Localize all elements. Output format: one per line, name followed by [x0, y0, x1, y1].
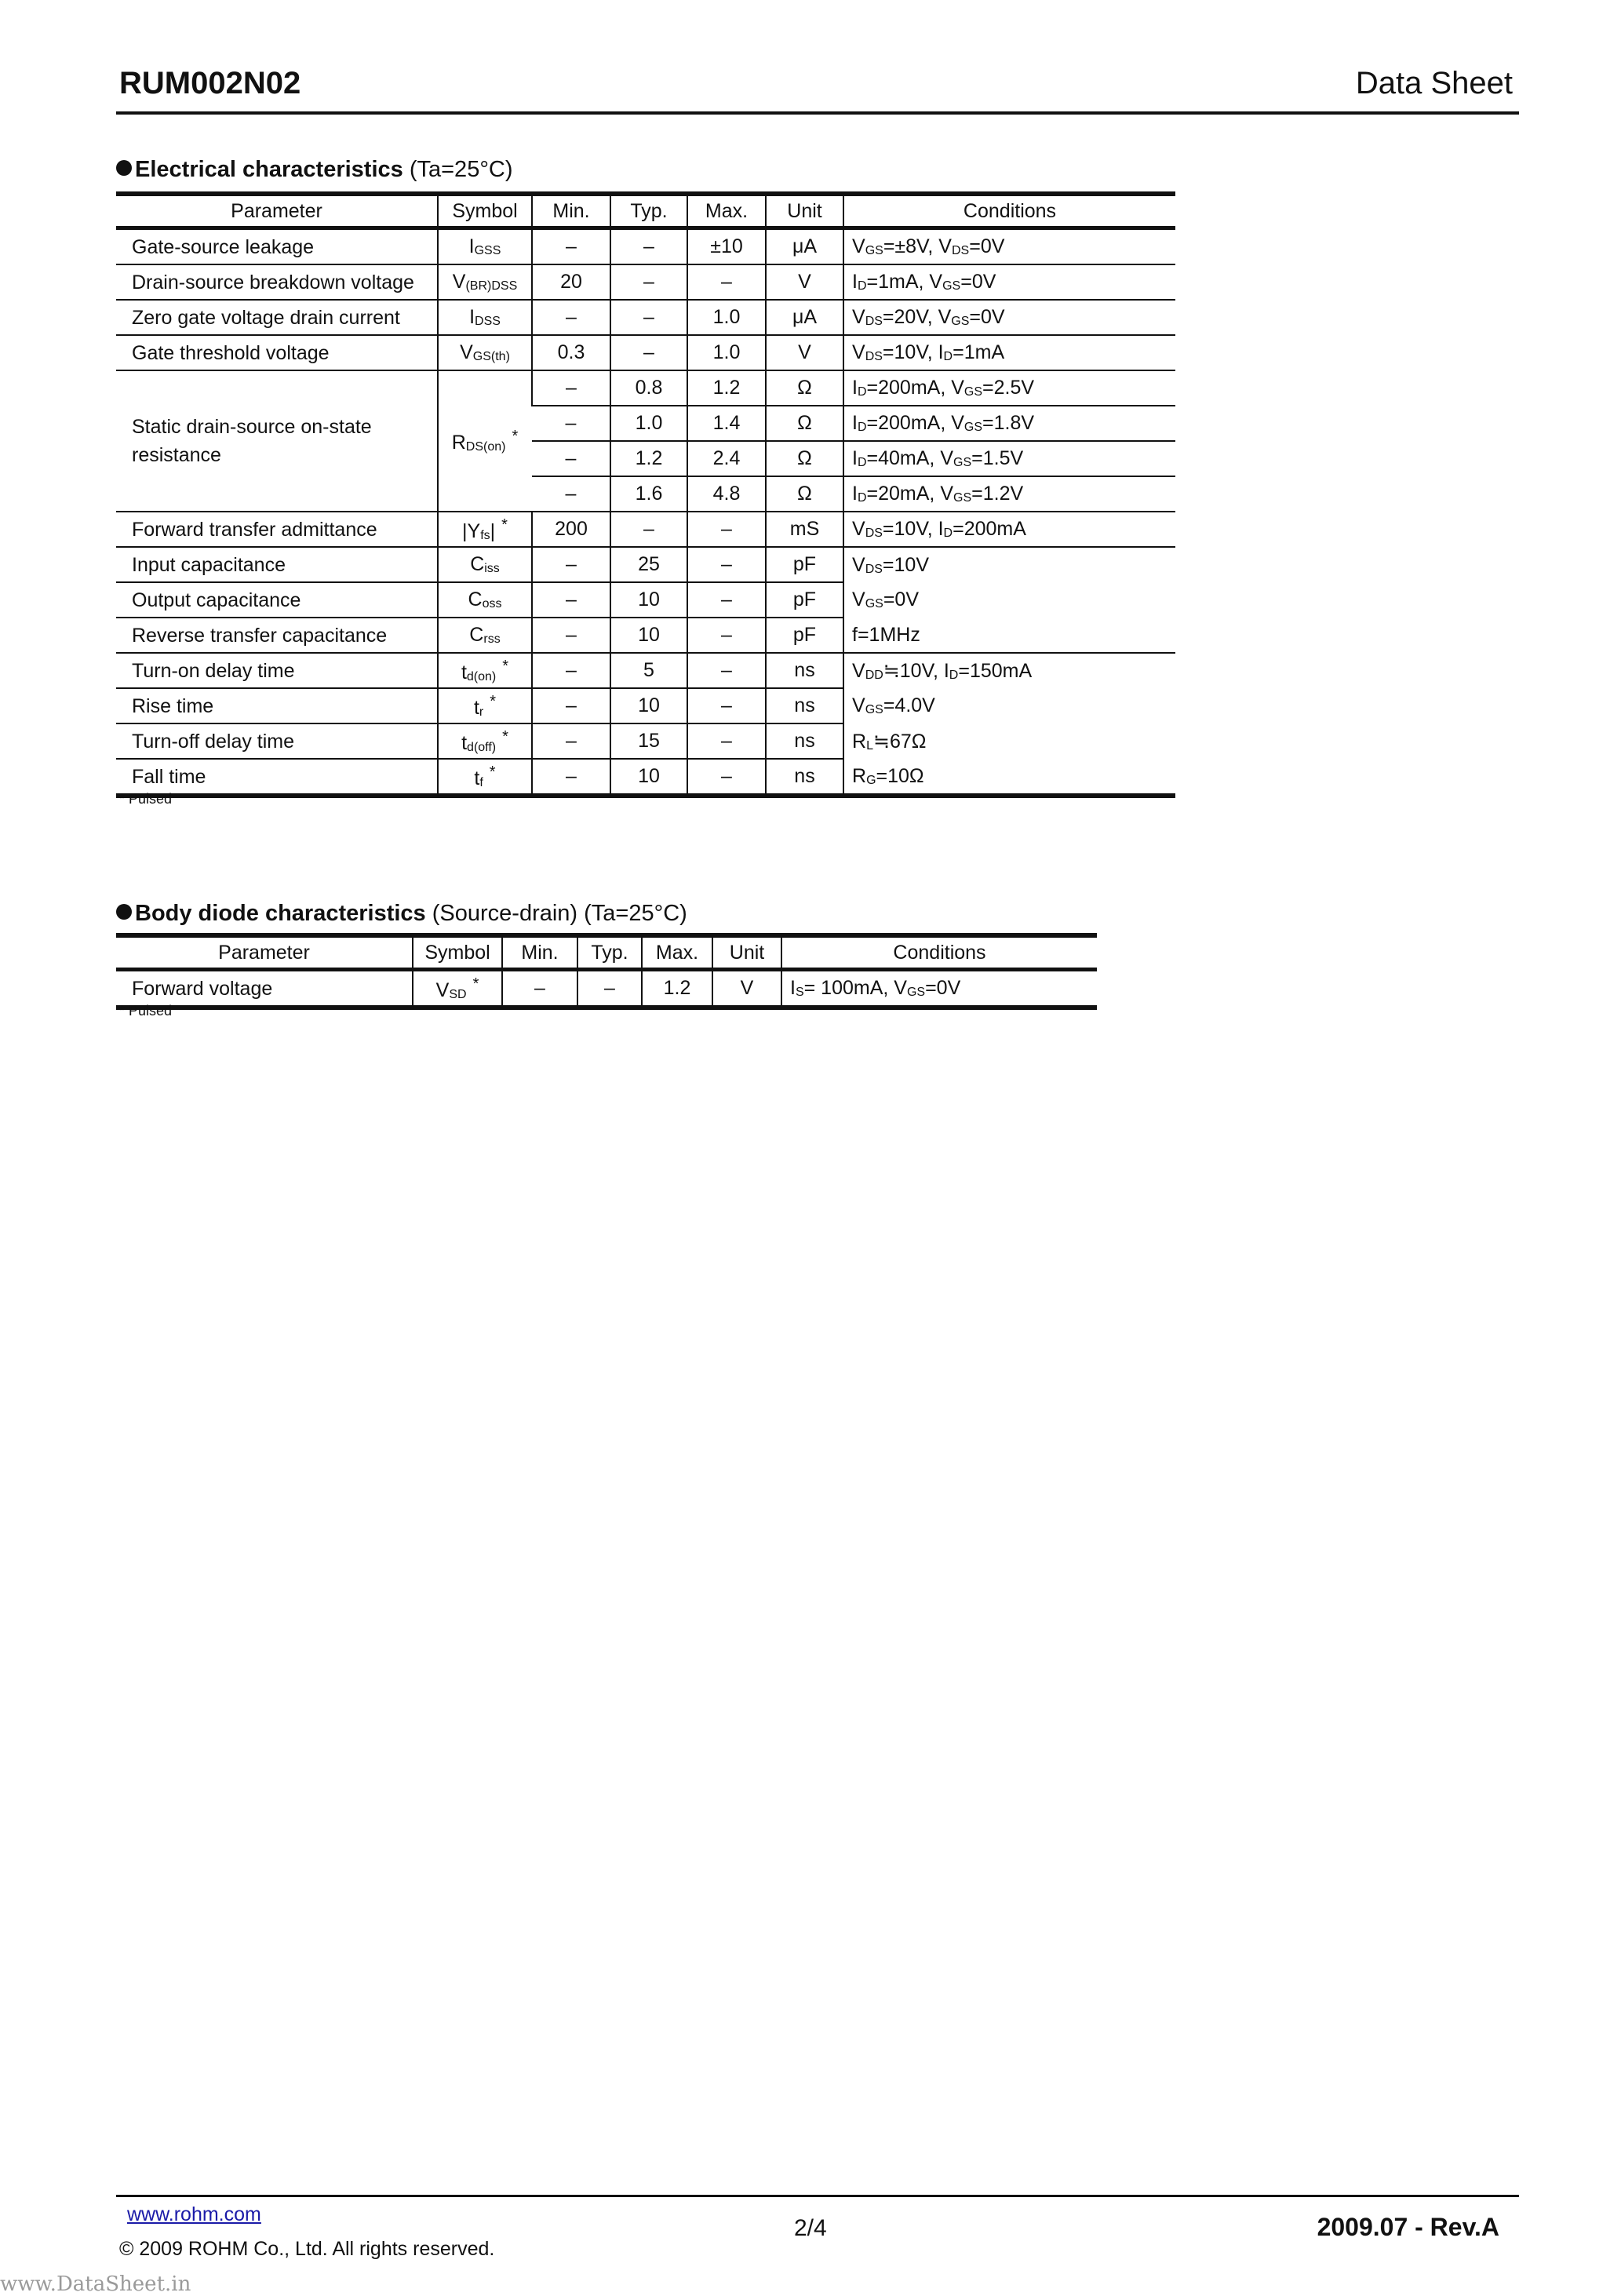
watermark: www.DataSheet.in [0, 2272, 191, 2296]
unit-cell: ns [766, 723, 843, 759]
symbol-cell: $|Y_{fs}|$ * [438, 512, 532, 547]
body-diode-characteristics-table [116, 933, 1097, 1010]
max-value-cell: – [687, 618, 766, 653]
section-title-bold: Body diode characteristics [135, 901, 426, 926]
conditions-cell: $I_D=200mA$, $V_{GS}=2.5V$ [843, 370, 1175, 406]
typ-value-cell: 10 [610, 688, 687, 723]
parameter-cell: Forward voltage [116, 970, 413, 1008]
typ-value-cell: 25 [610, 547, 687, 582]
max-value-cell: 4.8 [687, 476, 766, 512]
page-number: 2/4 [794, 2215, 827, 2241]
min-value-cell: 0.3 [532, 335, 610, 370]
parameter-cell: Reverse transfer capacitance [116, 618, 438, 653]
unit-cell: ns [766, 759, 843, 796]
unit-cell: V [766, 335, 843, 370]
unit-cell: Ω [766, 476, 843, 512]
part-number: RUM002N02 [119, 66, 301, 100]
min-value-cell: – [532, 228, 610, 265]
typ-value-cell: 10 [610, 759, 687, 796]
parameter-cell: Fall time [116, 759, 438, 796]
min-value-cell: – [532, 547, 610, 582]
electrical-characteristics-table [116, 191, 1175, 798]
typ-value-cell: – [610, 228, 687, 265]
max-value-cell: – [687, 759, 766, 796]
column-header-parameter: Parameter [116, 194, 438, 228]
unit-cell: Ω [766, 406, 843, 441]
typ-value-cell: 10 [610, 582, 687, 618]
conditions-cell: $V_{DS}=10V$, $I_D=1mA$ [843, 335, 1175, 370]
typ-value-cell: 1.6 [610, 476, 687, 512]
symbol-cell: $I_{GSS}$ [438, 228, 532, 265]
symbol-cell: $R_{DS(on)}^*$ [438, 370, 532, 512]
parameter-cell: Output capacitance [116, 582, 438, 618]
column-header-max: Max. [687, 194, 766, 228]
table-row [116, 759, 1175, 796]
min-value-cell: – [532, 653, 610, 688]
typ-value-cell: – [610, 512, 687, 547]
max-value-cell: 1.0 [687, 300, 766, 335]
unit-cell: μA [766, 228, 843, 265]
max-value-cell: 2.4 [687, 441, 766, 476]
table-row [116, 300, 1175, 335]
column-header-unit: Unit [766, 194, 843, 228]
typ-value-cell: 1.0 [610, 406, 687, 441]
parameter-cell: Drain-source breakdown voltage [116, 264, 438, 300]
conditions-cell: f=1MHz [843, 618, 1175, 653]
max-value-cell: – [687, 512, 766, 547]
column-header-conditions: Conditions [843, 194, 1175, 228]
max-value-cell: 1.2 [687, 370, 766, 406]
column-header-conditions: Conditions [781, 935, 1097, 970]
unit-cell: mS [766, 512, 843, 547]
typ-value-cell: – [577, 970, 642, 1008]
body-diode-characteristics-title [116, 901, 687, 927]
parameter-cell: Zero gate voltage drain current [116, 300, 438, 335]
column-header-parameter: Parameter [116, 935, 413, 970]
conditions-cell: $I_D=20mA$, $V_{GS}=1.2V$ [843, 476, 1175, 512]
copyright: © 2009 ROHM Co., Ltd. All rights reserved. [119, 2238, 495, 2260]
symbol-cell: $t_r^*$ [438, 688, 532, 723]
table-row [116, 970, 1097, 1008]
parameter-cell: Turn-on delay time [116, 653, 438, 688]
table-row [116, 723, 1175, 759]
column-header-symbol: Symbol [413, 935, 502, 970]
conditions-cell: $V_{DS}=10V$ [843, 547, 1175, 582]
parameter-cell: Gate-source leakage [116, 228, 438, 265]
bullet-icon [116, 160, 132, 176]
parameter-cell: Gate threshold voltage [116, 335, 438, 370]
column-header-max: Max. [642, 935, 712, 970]
table-row [116, 264, 1175, 300]
parameter-cell: Rise time [116, 688, 438, 723]
conditions-cell: $V_{GS}=4.0V$ [843, 688, 1175, 723]
conditions-cell: $R_G=10\Omega$ [843, 759, 1175, 796]
conditions-cell: $V_{DD}≒10V$, $I_D=150mA$ [843, 653, 1175, 688]
column-header-min: Min. [502, 935, 577, 970]
website-link[interactable]: www.rohm.com [127, 2203, 261, 2225]
typ-value-cell: 15 [610, 723, 687, 759]
table-row [116, 582, 1175, 618]
max-value-cell: 1.4 [687, 406, 766, 441]
section-title-bold: Electrical characteristics [135, 157, 403, 182]
min-value-cell: – [532, 688, 610, 723]
table-header-row [116, 194, 1175, 228]
symbol-cell: $V_{SD}^*$ [413, 970, 502, 1008]
symbol-cell: $C_{oss}$ [438, 582, 532, 618]
max-value-cell: – [687, 723, 766, 759]
min-value-cell: – [532, 618, 610, 653]
conditions-cell: $V_{GS}=0V$ [843, 582, 1175, 618]
max-value-cell: – [687, 264, 766, 300]
conditions-cell: $R_L≒67\Omega$ [843, 723, 1175, 759]
max-value-cell: 1.0 [687, 335, 766, 370]
unit-cell: μA [766, 300, 843, 335]
unit-cell: pF [766, 547, 843, 582]
min-value-cell: – [532, 406, 610, 441]
header-divider [116, 111, 1519, 115]
symbol-cell: $C_{iss}$ [438, 547, 532, 582]
conditions-cell: $I_D=200mA$, $V_{GS}=1.8V$ [843, 406, 1175, 441]
conditions-cell: $I_D=1mA$, $V_{GS}=0V$ [843, 264, 1175, 300]
typ-value-cell: – [610, 264, 687, 300]
electrical-characteristics-title [116, 157, 513, 183]
conditions-cell: $I_D=40mA$, $V_{GS}=1.5V$ [843, 441, 1175, 476]
table-row [116, 688, 1175, 723]
revision: 2009.07 - Rev.A [1317, 2213, 1499, 2241]
symbol-cell: $C_{rss}$ [438, 618, 532, 653]
min-value-cell: 20 [532, 264, 610, 300]
min-value-cell: – [532, 759, 610, 796]
min-value-cell: – [532, 300, 610, 335]
section-title-condition: (Source-drain) (Ta=25°C) [425, 901, 687, 926]
max-value-cell: – [687, 582, 766, 618]
column-header-min: Min. [532, 194, 610, 228]
table-row [116, 512, 1175, 547]
table-row [116, 228, 1175, 265]
unit-cell: pF [766, 582, 843, 618]
max-value-cell: – [687, 688, 766, 723]
section-title-condition: (Ta=25°C) [403, 157, 513, 182]
symbol-cell: $V_{GS(th)}$ [438, 335, 532, 370]
document-type: Data Sheet [1355, 66, 1513, 100]
min-value-cell: 200 [532, 512, 610, 547]
symbol-cell: $V_{(BR)DSS}$ [438, 264, 532, 300]
typ-value-cell: 10 [610, 618, 687, 653]
unit-cell: ns [766, 688, 843, 723]
pulsed-note: * Pulsed [119, 1003, 173, 1019]
min-value-cell: – [532, 441, 610, 476]
symbol-cell: $t_{d(off)}^*$ [438, 723, 532, 759]
typ-value-cell: – [610, 300, 687, 335]
parameter-cell: Static drain-source on-state resistance [116, 370, 438, 512]
typ-value-cell: 0.8 [610, 370, 687, 406]
min-value-cell: – [532, 370, 610, 406]
min-value-cell: – [532, 476, 610, 512]
bullet-icon [116, 904, 132, 920]
parameter-cell: Forward transfer admittance [116, 512, 438, 547]
max-value-cell: – [687, 547, 766, 582]
symbol-cell: $I_{DSS}$ [438, 300, 532, 335]
unit-cell: Ω [766, 370, 843, 406]
table-row [116, 370, 1175, 406]
typ-value-cell: 1.2 [610, 441, 687, 476]
column-header-typ: Typ. [577, 935, 642, 970]
table-row [116, 335, 1175, 370]
conditions-cell: $I_S= 100mA$, $V_{GS}=0V$ [781, 970, 1097, 1008]
symbol-cell: $t_{d(on)}^*$ [438, 653, 532, 688]
unit-cell: ns [766, 653, 843, 688]
min-value-cell: – [502, 970, 577, 1008]
table-row [116, 618, 1175, 653]
min-value-cell: – [532, 582, 610, 618]
unit-cell: V [712, 970, 781, 1008]
conditions-cell: $V_{GS}=\pm 8V$, $V_{DS}=0V$ [843, 228, 1175, 265]
footer-divider [116, 2195, 1519, 2197]
unit-cell: Ω [766, 441, 843, 476]
max-value-cell: – [687, 653, 766, 688]
max-value-cell: 1.2 [642, 970, 712, 1008]
min-value-cell: – [532, 723, 610, 759]
typ-value-cell: – [610, 335, 687, 370]
conditions-cell: $V_{DS}=20V$, $V_{GS}=0V$ [843, 300, 1175, 335]
unit-cell: pF [766, 618, 843, 653]
column-header-typ: Typ. [610, 194, 687, 228]
column-header-symbol: Symbol [438, 194, 532, 228]
table-header-row [116, 935, 1097, 970]
conditions-cell: $V_{DS}=10V$, $I_D=200mA$ [843, 512, 1175, 547]
parameter-cell: Turn-off delay time [116, 723, 438, 759]
table-row [116, 653, 1175, 688]
symbol-cell: $t_f^*$ [438, 759, 532, 796]
column-header-unit: Unit [712, 935, 781, 970]
unit-cell: V [766, 264, 843, 300]
table-row [116, 547, 1175, 582]
parameter-cell: Input capacitance [116, 547, 438, 582]
max-value-cell: ±10 [687, 228, 766, 265]
typ-value-cell: 5 [610, 653, 687, 688]
pulsed-note: * Pulsed [119, 791, 173, 807]
